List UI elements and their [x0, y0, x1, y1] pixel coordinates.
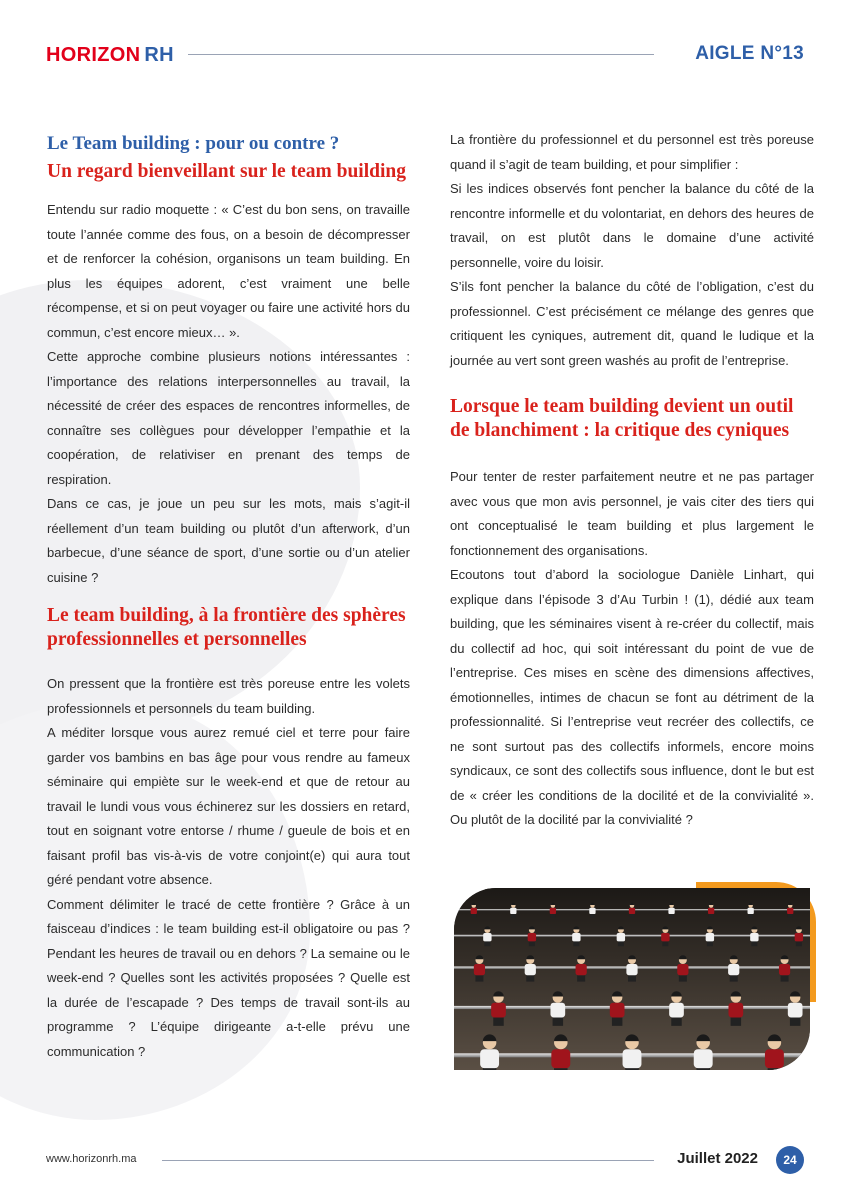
- logo-rh: RH: [144, 44, 174, 66]
- foosball-player: [550, 903, 556, 918]
- paragraph: S’ils font pencher la balance du côté de l’obligation, c’est du professionnel. C’est précisément ce mélange des genres que critiquent les cyniques, autrement dit, quand le ludique et la journée au vert sont green washés au profit de l’entreprise.: [450, 279, 814, 368]
- foosball-player: [550, 991, 565, 1026]
- logo-horizon: HORIZON: [46, 44, 141, 66]
- footer-divider: [162, 1160, 654, 1161]
- foosball-player: [525, 955, 536, 981]
- foosball-player: [728, 991, 743, 1026]
- foosball-player: [669, 991, 684, 1026]
- foosball-player: [750, 926, 758, 946]
- foosball-player: [471, 903, 477, 918]
- foosball-player: [629, 903, 635, 918]
- foosball-player: [576, 955, 587, 981]
- foosball-photo: [454, 888, 810, 1070]
- foosball-player: [748, 903, 754, 918]
- foosball-illustration: [454, 888, 810, 1070]
- header-divider: [188, 54, 654, 55]
- foosball-player: [795, 926, 803, 946]
- paragraph: Pour tenter de rester parfaitement neutre et ne pas partager avec vous que mon avis personnel, je vais citer des tiers qui ont conceptualisé le team building et plus largement le fonctionnement des organisations.: [450, 469, 814, 558]
- foosball-player: [708, 903, 714, 918]
- heading-blanchiment: Lorsque le team building devient un outil de blanchiment : la critique des cyniques: [450, 396, 794, 441]
- foosball-player: [779, 955, 790, 981]
- issue-number: AIGLE N°13: [695, 43, 804, 64]
- left-column: [47, 132, 410, 1064]
- paragraph: On pressent que la frontière est très poreuse entre les volets professionnels et personnels du team building.: [47, 676, 410, 716]
- paragraph: Ecoutons tout d’abord la sociologue Danièle Linhart, qui explique dans l’épisode 3 d’Au Turbin ! (1), dédié aux team building, que les séminaires visent à re-créer du collectif, mais du collectif ad hoc, qui soit intéressant du point de vue de l’entreprise. Ces mises en scène des dimensions affectives, émotionnelles, intimes de chacun se font au détriment de la professionnalité. Si l’entreprise veut recréer des collectifs, ce ne sont surtout pas des collectifs informels, encore moins syndicaux, ce sont des collectifs sous influence, dont le but est de « créer les conditions de la docilité et de la convivialité ». Ou plutôt de la docilité par la convivialité ?: [450, 567, 814, 827]
- paragraph: Dans ce cas, je joue un peu sur les mots, mais s’agit-il réellement d’un team building ou plutôt d’un afterwork, d’un barbecue, d’une séance de sport, d’une sortie ou d’un atelier cuisine ?: [47, 496, 410, 585]
- foosball-player: [617, 926, 625, 946]
- paragraph: Comment délimiter le tracé de cette frontière ? Grâce à un faisceau d’indices : le team building est-il obligatoire ou pas ? Pendant les heures de travail ou en dehors ? La semaine ou le week-end ? Quelles sont les activités proposées ? Quelle est la durée de l’escapade ? Des temps de travail sont-ils au programme ? L’équipe dirigeante a-t-elle prévu une communication ?: [47, 896, 410, 1059]
- paragraph: Cette approche combine plusieurs notions intéressantes : l’importance des relations interpersonnelles au travail, la nécessité de créer des espaces de rencontres informelles, de connaître ses collègues pour développer l’empathie et la coopération, de relativiser en prenant des temps de respiration.: [47, 349, 410, 487]
- foosball-player: [589, 903, 595, 918]
- paragraph: La frontière du professionnel et du personnel est très poreuse quand il s’agit de team building, et pour simplifier :: [450, 132, 814, 172]
- foosball-player: [728, 955, 739, 981]
- foosball-player: [677, 955, 688, 981]
- foosball-player: [483, 926, 491, 946]
- foosball-player: [528, 926, 536, 946]
- heading-regard-bienveillant: Un regard bienveillant sur le team building: [47, 161, 406, 182]
- foosball-player: [572, 926, 580, 946]
- paragraph: Entendu sur radio moquette : « C’est du bon sens, on travaille toute l’année comme des fous, on a besoin de décompresser et de renforcer la cohésion, organisons un team building. En plus les équipes adorent, c’est vraiment une belle récompense, et si on peut voyager ou faire une activité hors du commun, c’est encore mieux… ».: [47, 202, 410, 340]
- foosball-player: [510, 903, 516, 918]
- page-header: [46, 40, 804, 70]
- page-number-badge: 24: [776, 1146, 804, 1174]
- right-column: [450, 128, 814, 833]
- foosball-player: [668, 903, 674, 918]
- publication-date: Juillet 2022: [677, 1150, 758, 1167]
- paragraph: Si les indices observés font pencher la balance du côté de la rencontre informelle et du volontariat, en dehors des heures de travail, on est plutôt dans le domaine d’une activité personnelle, voire du loisir.: [450, 181, 814, 270]
- heading-frontiere: Le team building, à la frontière des sphères professionnelles et personnelles: [47, 605, 406, 650]
- foosball-player: [661, 926, 669, 946]
- foosball-rod: [454, 1006, 810, 1009]
- website-link[interactable]: www.horizonrh.ma: [46, 1153, 137, 1165]
- foosball-player: [706, 926, 714, 946]
- foosball-player: [787, 903, 793, 918]
- foosball-player: [474, 955, 485, 981]
- foosball-player: [626, 955, 637, 981]
- foosball-photo-frame: [454, 888, 810, 1070]
- foosball-player: [491, 991, 506, 1026]
- page-footer: [46, 1148, 804, 1172]
- horizon-rh-logo: [46, 44, 174, 67]
- foosball-player: [788, 991, 803, 1026]
- foosball-player: [610, 991, 625, 1026]
- section-kicker: Le Team building : pour ou contre ?: [47, 133, 340, 154]
- paragraph: A méditer lorsque vous aurez remué ciel et terre pour faire garder vos bambins en bas âge pour vous rendre au fameux séminaire qui empiète sur le week-end et que de retour au travail le lundi vous vous échinerez sur les dossiers en retard, tout en soignant votre entorse / rhume / gueule de bois et en faisant profil bas vis-à-vis de votre conjoint(e) qui aura tout géré pendant votre absence.: [47, 725, 410, 887]
